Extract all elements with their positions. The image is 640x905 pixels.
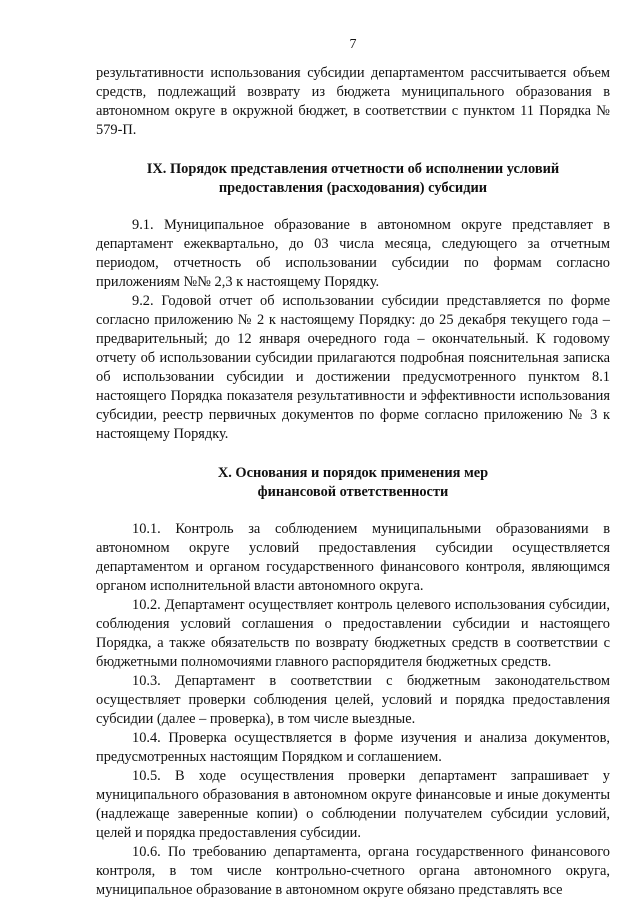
paragraph-10-5: 10.5. В ходе осуществления проверки департамент запрашивает у муниципального образования в автономном округе финансовые и иные документы (надлежаще заверенные копии) о соблюдении получателем субсидии условий, целей и порядка предоставления субсидии. bbox=[96, 768, 610, 841]
page-number: 7 bbox=[349, 37, 357, 52]
paragraph-10-6: 10.6. По требованию департамента, органа государственного финансового контроля, в том числе контрольно-счетного органа автономного округа, муниципальное образование в автономном округе обязано представлять все bbox=[96, 844, 610, 898]
paragraph-9-1: 9.1. Муниципальное образование в автономном округе представляет в департамент ежеквартально, до 03 числа месяца, следующего за отчетным периодом, отчетность об использовании субсидии по формам согласно приложениям №№ 2,3 к настоящему Порядку. bbox=[96, 217, 610, 290]
paragraph-10-4: 10.4. Проверка осуществляется в форме изучения и анализа документов, предусмотренных настоящим Порядком и соглашением. bbox=[96, 730, 610, 765]
paragraph-10-2: 10.2. Департамент осуществляет контроль целевого использования субсидии, соблюдения условий соглашения о предоставлении субсидии и настоящего Порядка, а также обязательств по возврату бюджетных средств в соответствии с бюджетными полномочиями главного распорядителя бюджетных средств. bbox=[96, 597, 610, 670]
paragraph-10-3: 10.3. Департамент в соответствии с бюджетным законодательством осуществляет проверки соблюдения целей, условий и порядка предоставления субсидии (далее – проверка), в том числе выездные. bbox=[96, 673, 610, 727]
section-x-title bbox=[96, 464, 610, 502]
section-ix-title-line2: предоставления (расходования) субсидии bbox=[218, 180, 488, 196]
section-ix-title bbox=[96, 160, 610, 198]
paragraph-10-1: 10.1. Контроль за соблюдением муниципальными образованиями в автономном округе условий предоставления субсидии осуществляется департаментом и органом государственного финансового контроля, являющимся органом исполнительной власти автономного округа. bbox=[96, 521, 610, 594]
section-x-title-line1: X. Основания и порядок применения мер bbox=[217, 465, 489, 481]
intro-paragraph: результативности использования субсидии департаментом рассчитывается объем средств, подлежащий возврату из бюджета муниципального образования в автономном округе в окружной бюджет, в соответствии с пунктом 11 Порядка № 579-П. bbox=[96, 65, 610, 138]
section-x-title-line2: финансовой ответственности bbox=[257, 484, 449, 500]
section-ix-title-line1: IX. Порядок представления отчетности об исполнении условий bbox=[146, 161, 560, 177]
paragraph-9-2: 9.2. Годовой отчет об использовании субсидии представляется по форме согласно приложению № 2 к настоящему Порядку: до 25 декабря текущего года – предварительный; до 12 января очередного года – окончательный. К годовому отчету об использовании субсидии прилагаются подробная пояснительная записка об использовании субсидии и достижении предусмотренного пунктом 8.1 настоящего Порядка показателя результативности и эффективности использования субсидии, реестр первичных документов по форме согласно приложению № 3 к настоящему Порядку. bbox=[96, 293, 610, 442]
